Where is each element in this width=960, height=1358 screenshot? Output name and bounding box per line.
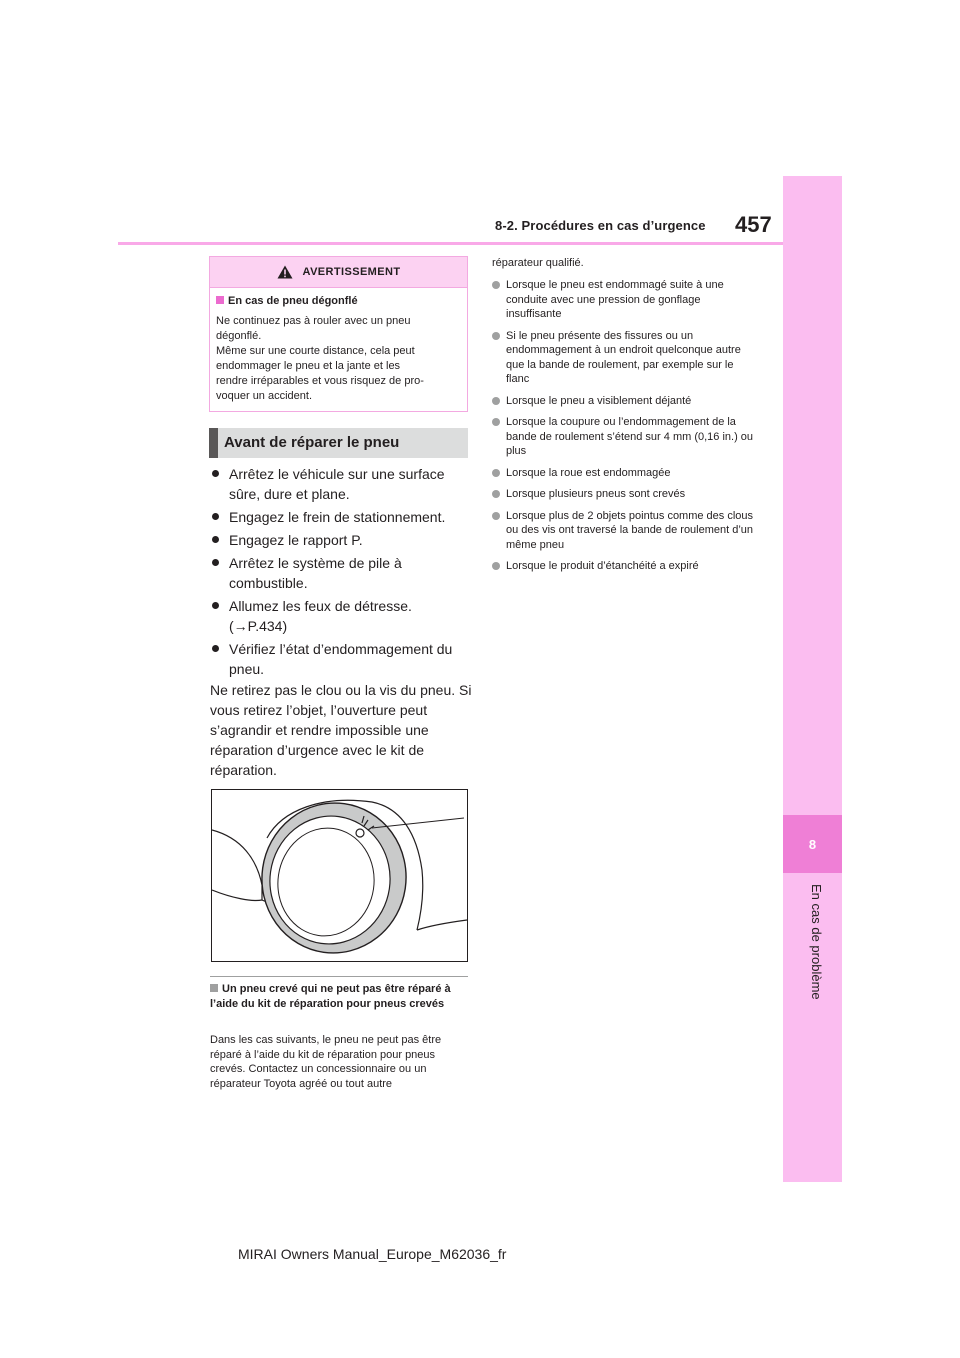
list-item: Lorsque le pneu est endommagé suite à une conduite avec une pression de gonflage insuffisante bbox=[492, 278, 754, 322]
header-rule bbox=[118, 242, 783, 245]
chapter-side-tab bbox=[783, 176, 842, 1182]
square-bullet-icon bbox=[210, 984, 218, 992]
list-item: Si le pneu présente des fissures ou un endommagement à un endroit quelconque autre que la bande de roulement, par exemple sur le flanc bbox=[492, 329, 754, 387]
warning-triangle-icon bbox=[277, 265, 293, 279]
tire-illustration bbox=[211, 789, 468, 962]
list-item: Lorsque la coupure ou l’endommagement de la bande de roulement s’étend sur 4 mm (0,16 in.) ou plus bbox=[492, 415, 754, 459]
warning-body: Ne continuez pas à rouler avec un pneu dégonflé. Même sur une courte distance, cela peut endommager le pneu et la jante et les rendre irréparables et vous risquez de pro- voquer un accident. bbox=[216, 315, 424, 402]
list-item: Lorsque le produit d’étanchéité a expiré bbox=[492, 559, 754, 574]
footer-manual-name: MIRAI Owners Manual_Europe_M62036_fr bbox=[238, 1246, 507, 1262]
section-heading: Avant de réparer le pneu bbox=[209, 428, 468, 458]
note-heading bbox=[210, 982, 468, 1012]
list-item: Allumez les feux de détresse. (→P.434) bbox=[210, 596, 472, 636]
page-number: 457 bbox=[735, 212, 772, 237]
warning-header bbox=[210, 257, 467, 288]
section-title: 8-2. Procédures en cas d’urgence bbox=[495, 218, 706, 233]
unrepairable-cases bbox=[492, 278, 754, 581]
note-heading-text: Un pneu crevé qui ne peut pas être réparé à l’aide du kit de réparation pour pneus crevés bbox=[210, 983, 451, 1010]
chapter-title: En cas de problème bbox=[809, 884, 824, 1000]
list-item: Lorsque plus de 2 objets pointus comme des clous ou des vis ont traversé la bande de roulement d’un même pneu bbox=[492, 509, 754, 553]
list-item: Engagez le frein de stationnement. bbox=[210, 507, 472, 527]
chapter-number: 8 bbox=[783, 815, 842, 873]
warning-box bbox=[209, 256, 468, 412]
list-item: Lorsque plusieurs pneus sont crevés bbox=[492, 487, 754, 502]
preparation-steps bbox=[210, 464, 472, 682]
note-body: Dans les cas suivants, le pneu ne peut pas être réparé à l’aide du kit de réparation pour pneus crevés. Contactez un concessionnaire ou un réparateur Toyota agréé ou tout autre bbox=[210, 1034, 442, 1090]
list-item: Arrêtez le véhicule sur une surface sûre, dure et plane. bbox=[210, 464, 472, 504]
list-item: Lorsque la roue est endommagée bbox=[492, 466, 754, 481]
warning-subheading: En cas de pneu dégonflé bbox=[228, 295, 358, 307]
square-bullet-icon bbox=[216, 296, 224, 304]
note-continued: réparateur qualifié. bbox=[492, 257, 584, 269]
list-item: Arrêtez le système de pile à combustible. bbox=[210, 553, 472, 593]
list-item: Vérifiez l’état d’endommagement du pneu. bbox=[210, 639, 472, 679]
list-item: Lorsque le pneu a visiblement déjanté bbox=[492, 394, 754, 409]
list-item: Engagez le rapport P. bbox=[210, 530, 472, 550]
nail-warning-paragraph: Ne retirez pas le clou ou la vis du pneu. Si vous retirez l’objet, l’ouverture peut s’agrandir et rendre impossible une réparation d’urgence avec le kit de réparation. bbox=[210, 682, 472, 778]
warning-heading: AVERTISSEMENT bbox=[302, 266, 401, 278]
divider bbox=[210, 976, 468, 977]
